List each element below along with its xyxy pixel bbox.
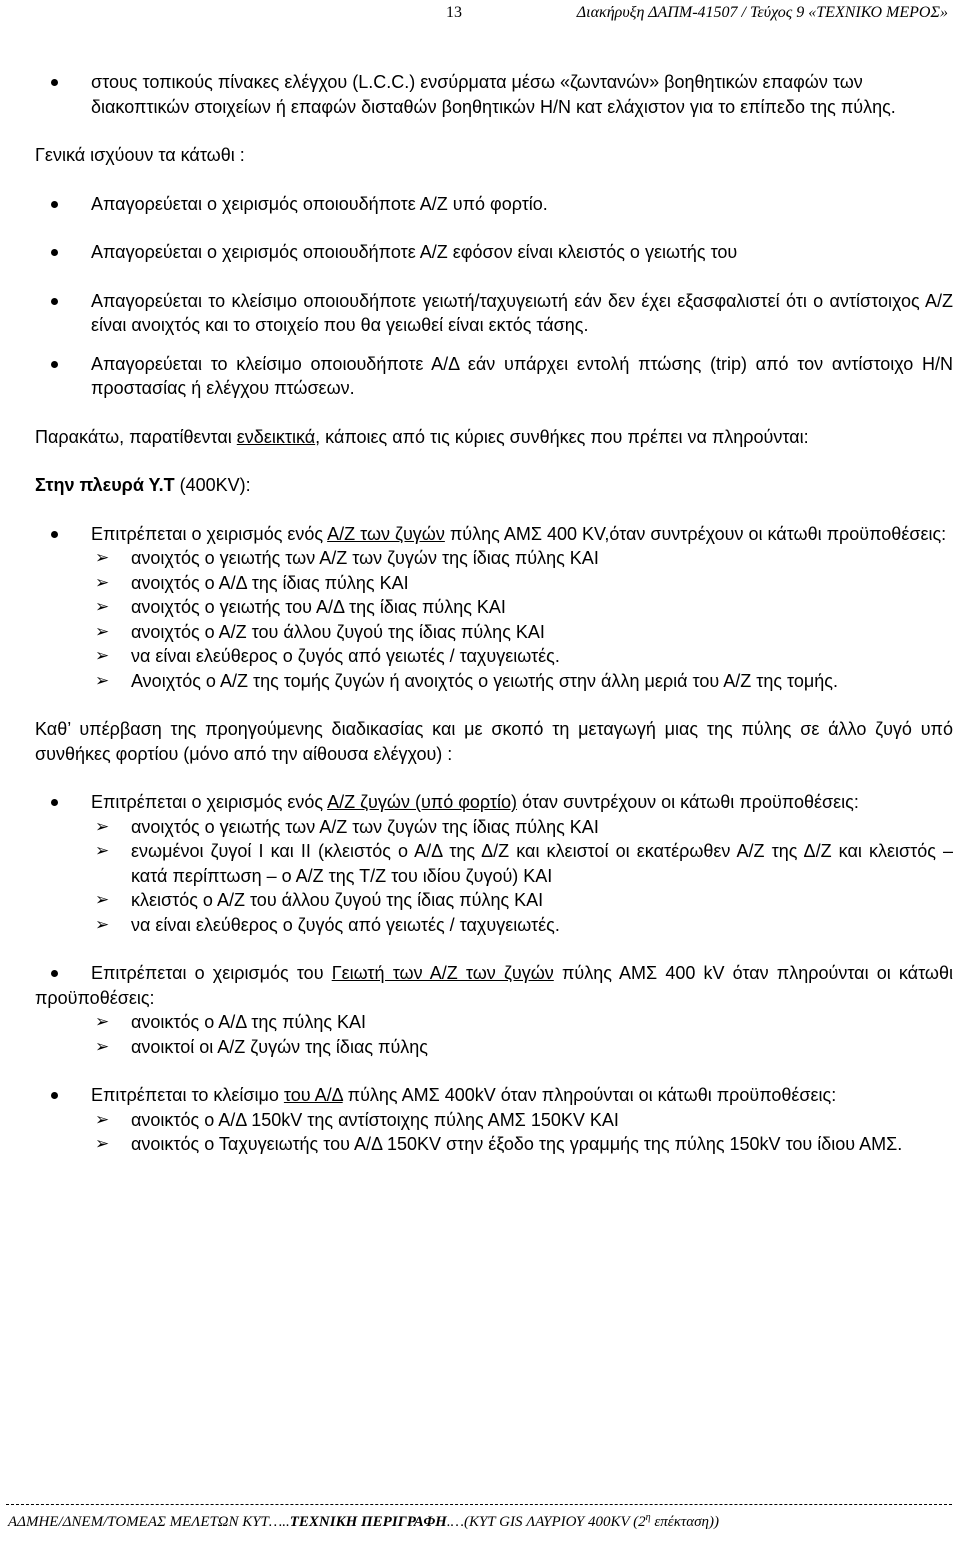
- list-item: [35, 1083, 953, 1108]
- document-body: [35, 64, 953, 1157]
- condition-text: ανοιχτός ο Α/Ζ του άλλου ζυγού της ίδιας πύλης ΚΑΙ: [131, 621, 545, 642]
- arrow-icon: ➢: [95, 670, 110, 690]
- bullet-text: Απαγορεύεται ο χειρισμός οποιουδήποτε Α/Ζ υπό φορτίο.: [91, 193, 548, 214]
- condition-item: [35, 669, 953, 694]
- bullet-underlined: του Α/Δ: [283, 1085, 343, 1105]
- bullet-text: Επιτρέπεται ο χειρισμός ενός: [91, 523, 328, 544]
- bullet-text: όταν συντρέχουν οι κάτωθι προϋποθέσεις:: [517, 792, 859, 812]
- list-item: [35, 192, 953, 217]
- bullet-underlined: Γειωτή των Α/Ζ των ζυγών: [331, 963, 554, 983]
- section-heading-bold: Στην πλευρά Υ.Τ: [35, 475, 175, 495]
- condition-item: [35, 620, 953, 645]
- footer-superscript: η: [645, 1512, 651, 1523]
- bullet-text: Απαγορεύεται το κλείσιμο οποιουδήποτε Α/Δ εάν υπάρχει εντολή πτώσης (trip) από τον αντίστοιχο Η/Ν προστασίας ή ελέγχου πτώσεων.: [91, 353, 953, 398]
- bullet-icon: [51, 361, 58, 368]
- arrow-icon: ➢: [95, 816, 110, 836]
- intro-underlined: ενδεικτικά: [236, 426, 316, 447]
- bullet-text: πύλης ΑΜΣ 400 KV,όταν συντρέχουν οι κάτωθι προϋποθέσεις:: [444, 523, 947, 544]
- condition-text: ανοικτός ο Α/Δ της πύλης ΚΑΙ: [131, 1012, 367, 1032]
- bullet-text: Επιτρέπεται το κλείσιμο: [91, 1085, 284, 1105]
- list-item: [35, 70, 953, 119]
- arrow-icon: ➢: [95, 1109, 110, 1129]
- list-item: [35, 961, 953, 1010]
- condition-text: ανοιχτός ο Α/Δ της ίδιας πύλης ΚΑΙ: [131, 572, 409, 593]
- condition-text: κλειστός ο Α/Ζ του άλλου ζυγού της ίδιας πύλης ΚΑΙ: [131, 890, 544, 910]
- page-number: 13: [446, 4, 462, 21]
- condition-text: ανοικτοί οι Α/Ζ ζυγών της ίδιας πύλης: [131, 1036, 428, 1057]
- bullet-icon: [51, 799, 58, 806]
- bullet-text: Επιτρέπεται ο χειρισμός ενός: [91, 792, 328, 812]
- footer-project: .…(ΚΥΤ GIS ΛΑΥΡΙΟΥ 400KV (2: [446, 1514, 646, 1530]
- condition-list: [35, 815, 953, 938]
- bullet-text: Απαγορεύεται το κλείσιμο οποιουδήποτε γειωτή/ταχυγειωτή εάν δεν έχει εξασφαλιστεί ότι ο αντίστοιχος Α/Ζ είναι ανοιχτός και το στοιχείο που θα γειωθεί είναι εκτός τάσης.: [91, 290, 953, 335]
- condition-item: [35, 1108, 953, 1133]
- general-note: Γενικά ισχύουν τα κάτωθι :: [35, 145, 245, 165]
- arrow-icon: ➢: [95, 914, 110, 934]
- bullet-text: Επιτρέπεται ο χειρισμός του: [91, 963, 332, 983]
- arrow-icon: ➢: [95, 1012, 110, 1031]
- condition-item: [35, 595, 953, 620]
- condition-item: [35, 1132, 953, 1157]
- condition-text: ανοιχτός ο γειωτής των Α/Ζ των ζυγών της ίδιας πύλης ΚΑΙ: [131, 816, 599, 837]
- intro-paragraph: [35, 425, 953, 450]
- arrow-icon: ➢: [95, 621, 110, 641]
- condition-item: [35, 1035, 953, 1060]
- header-title: Διακήρυξη ΔΑΠΜ-41507 / Τεύχος 9 «ΤΕΧΝΙΚΟ ΜΕΡΟΣ»: [576, 4, 948, 21]
- section-heading-suffix: (400KV):: [174, 475, 251, 495]
- bullet-text: στους τοπικούς πίνακες ελέγχου (L.C.C.) ενσύρματα μέσω «ζωντανών» βοηθητικών επαφών των διακοπτικών στοιχείων ή επαφών δισταθών βοηθητικών Η/Ν κατ ελάχιστον για το επίπεδο της πύλης.: [91, 72, 896, 117]
- condition-item: [35, 913, 953, 938]
- list-item: [35, 522, 953, 547]
- arrow-icon: ➢: [95, 1036, 110, 1056]
- arrow-icon: ➢: [95, 890, 110, 909]
- bullet-text: πύλης ΑΜΣ 400 kV όταν πληρούνται οι κάτωθι προϋποθέσεις:: [35, 963, 953, 1008]
- condition-text: να είναι ελεύθερος ο ζυγός από γειωτές / ταχυγειωτές.: [131, 914, 560, 935]
- transfer-paragraph: Καθ’ υπέρβαση της προηγούμενης διαδικασίας και με σκοπό τη μεταγωγή μιας της πύλης σε άλλο ζυγό υπό συνθήκες φορτίου (μόνο από την αίθουσα ελέγχου) :: [35, 719, 953, 764]
- intro-text: , κάποιες από τις κύριες συνθήκες που πρέπει να πληρούνται:: [315, 426, 809, 447]
- condition-item: [35, 888, 953, 913]
- arrow-icon: ➢: [95, 646, 110, 665]
- footer-text: [8, 1512, 719, 1531]
- bullet-icon: [51, 970, 58, 977]
- bullet-text: πύλης ΑΜΣ 400kV όταν πληρούνται οι κάτωθι προϋποθέσεις:: [342, 1085, 837, 1105]
- arrow-icon: ➢: [95, 1134, 110, 1153]
- footer-project-end: επέκταση)): [650, 1514, 719, 1530]
- condition-list: [35, 1010, 953, 1059]
- bullet-underlined: Α/Ζ των ζυγών: [327, 523, 445, 544]
- arrow-icon: ➢: [95, 548, 110, 567]
- footer-org: ΑΔΜΗΕ/ΔΝΕΜ/ΤΟΜΕΑΣ ΜΕΛΕΤΩΝ ΚΥΤ…..: [8, 1514, 290, 1530]
- condition-item: [35, 815, 953, 840]
- footer-doc-title: ΤΕΧΝΙΚΗ ΠΕΡΙΓΡΑΦΗ: [289, 1514, 447, 1530]
- bullet-text: Απαγορεύεται ο χειρισμός οποιουδήποτε Α/Ζ εφόσον είναι κλειστός ο γειωτής του: [91, 242, 738, 262]
- list-item: [35, 790, 953, 815]
- intro-text: Παρακάτω, παρατίθενται: [35, 426, 237, 447]
- condition-text: ανοικτός ο Α/Δ 150kV της αντίστοιχης πύλης ΑΜΣ 150KV ΚΑΙ: [131, 1109, 619, 1130]
- arrow-icon: ➢: [95, 597, 110, 616]
- list-item: [35, 289, 953, 338]
- bullet-icon: [51, 201, 58, 208]
- bullet-icon: [51, 79, 58, 86]
- condition-list: [35, 1108, 953, 1157]
- condition-text: να είναι ελεύθερος ο ζυγός από γειωτές / ταχυγειωτές.: [131, 646, 560, 666]
- condition-item: [35, 1010, 953, 1035]
- condition-item: [35, 644, 953, 669]
- condition-item: [35, 571, 953, 596]
- condition-list: [35, 546, 953, 693]
- condition-text: ανοιχτός ο γειωτής των Α/Ζ των ζυγών της ίδιας πύλης ΚΑΙ: [131, 548, 599, 568]
- bullet-icon: [51, 249, 58, 256]
- condition-item: [35, 839, 953, 888]
- list-item: [35, 352, 953, 401]
- footer-divider: [6, 1504, 952, 1505]
- condition-text: ενωμένοι ζυγοί Ι και ΙΙ (κλειστός ο Α/Δ της Δ/Ζ και κλειστοί οι εκατέρωθεν Α/Ζ της Δ/Ζ και κλειστός – κατά περίπτωση – ο Α/Ζ της Τ/Ζ του ιδίου ζυγού) ΚΑΙ: [131, 841, 953, 886]
- list-item: [35, 240, 953, 265]
- condition-text: ανοικτός ο Ταχυγειωτής του Α/Δ 150KV στην έξοδο της γραμμής της πύλης 150kV του ίδιου ΑΜΣ.: [131, 1134, 903, 1154]
- condition-text: Ανοιχτός ο Α/Ζ της τομής ζυγών ή ανοιχτός ο γειωτής στην άλλη μεριά του Α/Ζ της τομής.: [131, 670, 838, 691]
- bullet-icon: [51, 298, 58, 305]
- bullet-icon: [51, 1092, 58, 1099]
- section-heading: [35, 473, 953, 498]
- arrow-icon: ➢: [95, 841, 110, 860]
- bullet-underlined: Α/Ζ ζυγών (υπό φορτίο): [327, 792, 517, 812]
- condition-item: [35, 546, 953, 571]
- condition-text: ανοιχτός ο γειωτής του Α/Δ της ίδιας πύλης ΚΑΙ: [131, 597, 506, 617]
- bullet-icon: [51, 531, 58, 538]
- arrow-icon: ➢: [95, 572, 110, 592]
